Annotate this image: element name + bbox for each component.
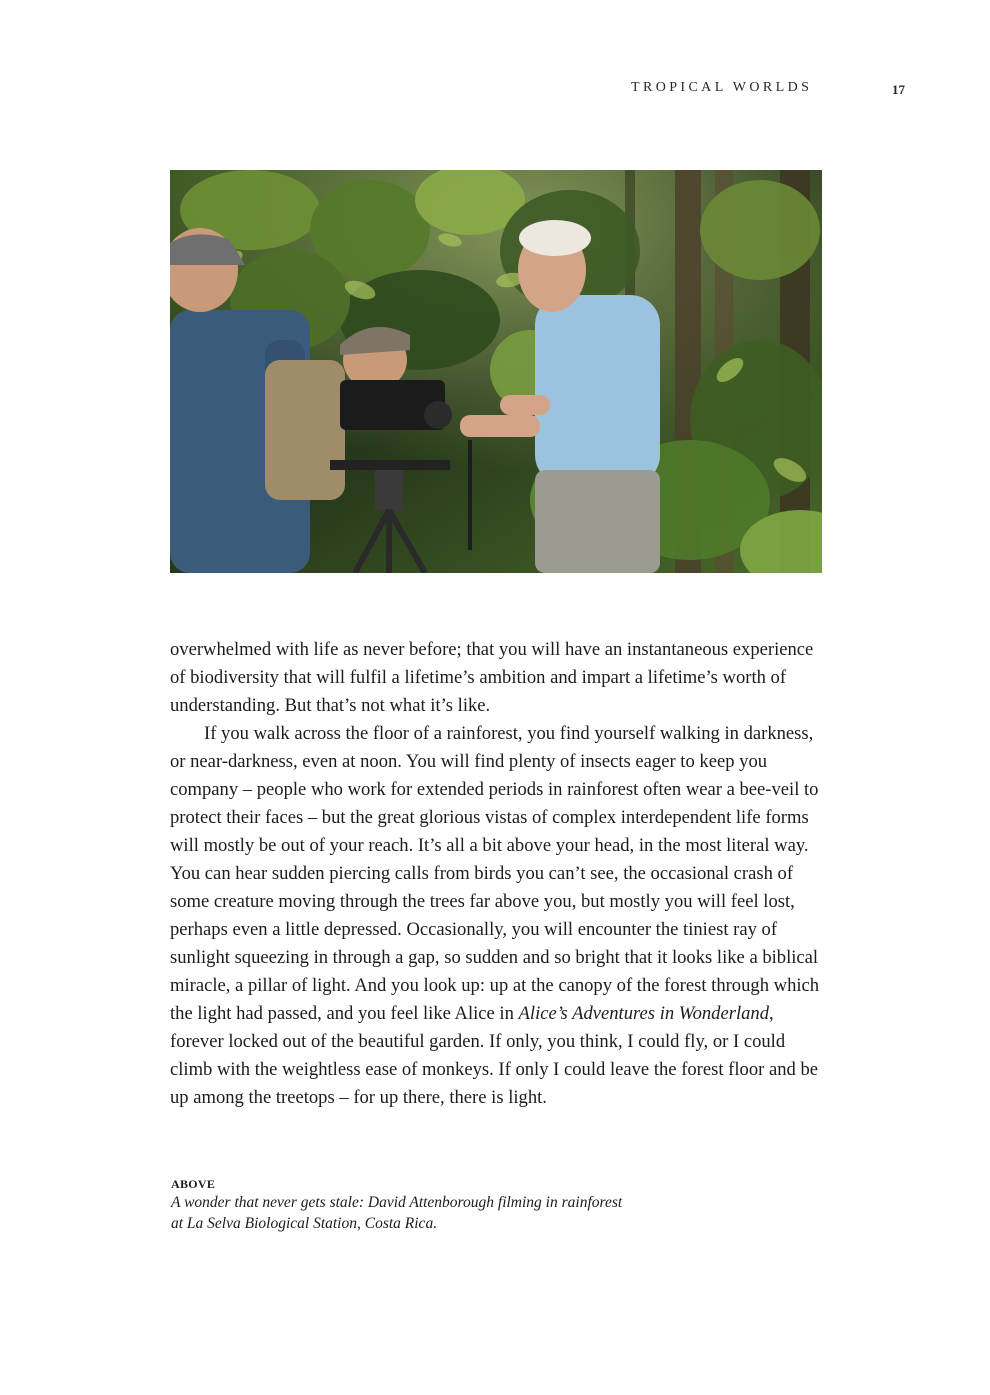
paragraph-1: overwhelmed with life as never before; that you will have an instantaneous experience of biodiversity that will fulfil a lifetime’s ambition and impart a lifetime’s worth of understanding. But that’s not what it’s like. bbox=[170, 639, 814, 716]
caption-label: ABOVE bbox=[171, 1177, 216, 1191]
photo-caption bbox=[171, 1176, 631, 1234]
photo-illustration bbox=[170, 170, 822, 573]
forest-filming-photo bbox=[170, 170, 822, 573]
paragraph-2-part-1: If you walk across the floor of a rainforest, you find yourself walking in darkness, or near-darkness, even at noon. You will find plenty of insects eager to keep you company – people who work for extended periods in rainforest often wear a bee-veil to protect their faces – but the great glorious vistas of complex interdependent life forms will mostly be out of your reach. It’s all a bit above your head, in the most literal way. You can hear sudden piercing calls from birds you can’t see, the occasional crash of some creature moving through the trees far above you, but mostly you will feel lost, perhaps even a little depressed. Occasionally, you will encounter the tiniest ray of sunlight squeezing in through a gap, so sudden and so bright that it looks like a biblical miracle, a pillar of light. And you look up: up at the canopy of the forest through which the light had passed, and you feel like Alice in bbox=[170, 723, 820, 1024]
running-header: TROPICAL WORLDS bbox=[631, 80, 813, 95]
paragraph-2-part-2: , forever locked out of the beautiful garden. If only, you think, I could fly, or I could climb with the weightless ease of monkeys. If only I could leave the forest floor and be up among the treetops – for up there, there is light. bbox=[170, 1003, 819, 1108]
body-text bbox=[170, 636, 830, 1112]
book-title: Alice’s Adventures in Wonderland bbox=[518, 1003, 770, 1024]
caption-text: A wonder that never gets stale: David Attenborough filming in rainforest at La Selva Biological Station, Costa Rica. bbox=[171, 1194, 623, 1232]
paragraph-2 bbox=[170, 720, 830, 1112]
page-number: 17 bbox=[892, 82, 905, 97]
